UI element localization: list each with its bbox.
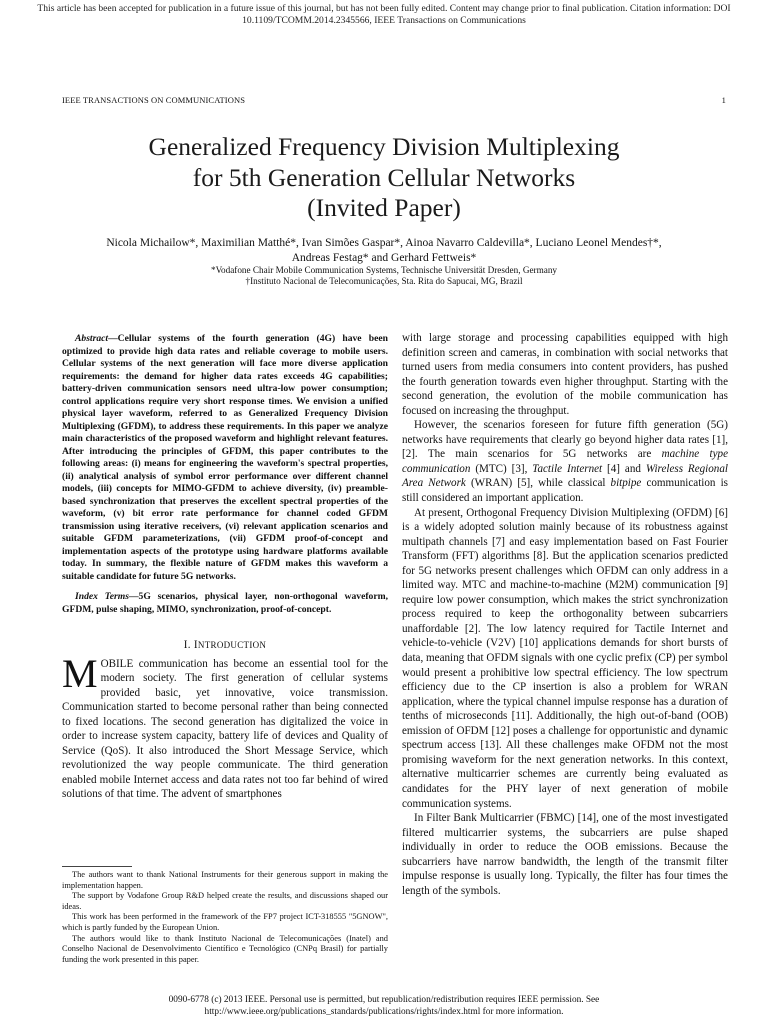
index-terms — [62, 591, 388, 616]
footnote-2: The support by Vodafone Group R&D helped create the results, and discussions shaped our ideas. — [62, 891, 388, 911]
publication-notice-line1: This article has been accepted for publication in a future issue of this journal, but has not been fully edited. Content may change prior to final publication. Citation information: DOI — [37, 3, 731, 14]
right-column — [402, 331, 728, 898]
affiliation-1: *Vodafone Chair Mobile Communication Systems, Technische Universität Dresden, Germany — [210, 265, 558, 275]
author-list — [60, 236, 708, 266]
index-terms-text: —5G scenarios, physical layer, non-orthogonal waveform, GFDM, pulse shaping, MIMO, synchronization, proof-of-concept. — [62, 591, 388, 615]
right-paragraph-1: with large storage and processing capabilities equipped with high definition screen and cameras, in combination with social networks that turned users from media consumers into content providers, has pushed the fourth generation towards even higher throughput. Starting with the second generation, the evolution of the mobile communication has focused on increasing the throughput. — [402, 332, 728, 417]
p2-text-e: communication is still considered an important application. — [402, 477, 728, 505]
section-title-first: I — [193, 639, 198, 651]
right-paragraph-2 — [402, 418, 728, 505]
copyright-line1: 0090-6778 (c) 2013 IEEE. Personal use is permitted, but republication/redistribution requires IEEE permission. See — [168, 995, 600, 1005]
p2-text-d: (WRAN) [5], while classical — [465, 477, 611, 490]
p2-term-mtc: machine type communication — [402, 448, 729, 475]
abstract-label: Abstract — [75, 333, 109, 344]
left-column — [62, 333, 388, 802]
p2-text-a: However, the scenarios foreseen for future fifth generation (5G) networks have requirements that clearly go beyond higher data rates [1], [2]. The main scenarios for 5G networks are — [402, 419, 728, 461]
title-line3: (Invited Paper) — [307, 193, 461, 222]
publication-notice-line2: 10.1109/TCOMM.2014.2345566, IEEE Transactions on Communications — [242, 15, 526, 26]
affiliations — [60, 265, 708, 287]
section-heading — [62, 638, 388, 653]
journal-name: IEEE TRANSACTIONS ON COMMUNICATIONS — [62, 95, 246, 105]
section-number: I. — [183, 639, 191, 651]
right-paragraph-3: At present, Orthogonal Frequency Division Multiplexing (OFDM) [6] is a widely adopted solution mainly because of its robustness against multipath channels [7] and easy implementation based on Fast Fourier Transform (FFT) algorithms [8]. But the application scenarios predicted for 5G networks present challenges which OFDM can only address in a limited way. MTC and machine-to-machine (M2M) communication [9] require low power consumption, which makes the strict synchronization process required to keep the orthogonality between subcarriers unaffordable [2]. The low latency required for Tactile Internet and vehicle-to-vehicle (V2V) [10] applications demands for short bursts of data, meaning that OFDM signals with one cyclic prefix (CP) per symbol would present a prohibitive low spectral efficiency. The low spectrum efficiency due to the CP insertion is also a problem for WRAN application, where the typical channel impulse response has a duration of tenths of microseconds [11]. Additionally, the high out-of-band (OOB) emission of OFDM [12] poses a challenge for opportunistic and dynamic spectrum access [13]. All these challenges make OFDM not the most promising waveform for the next generation networks. In this context, alternative multicarrier schemes are currently being evaluated as candidates for the PHY layer of next generation of mobile communication systems. — [402, 506, 728, 810]
p2-term-bitpipe: bitpipe — [610, 477, 642, 490]
drop-cap: M — [62, 650, 98, 696]
index-terms-label: Index Terms — [75, 591, 129, 602]
footnotes — [62, 870, 388, 965]
title-line2: for 5th Generation Cellular Networks — [192, 162, 576, 192]
footnote-rule — [62, 866, 132, 867]
p2-term-wran: Wireless Regional Area Network — [402, 462, 728, 490]
page-number: 1 — [721, 95, 726, 105]
footnote-4: The authors would like to thank Instituto Nacional de Telecomunicações (Inatel) and Conselho Nacional de Desenvolvimento Científico e Tecnológico (CNPq Brasil) for partially funding the work presented in this paper. — [62, 933, 388, 964]
intro-text: OBILE communication has become an essential tool for the modern society. The first generation of cellular systems provided basic, yet innovative, voice transmission. Communication started to become personal rather than being connected to fixed locations. The second generation has digitalized the voice in order to increase system capacity, battery life of devices and Quality of Service (QoS). It also introduced the Short Message Service, which revolutionized the way people communicate. The third generation enabled mobile Internet access and data rates not too far behind of wired solutions of that time. The advent of smartphones — [62, 657, 388, 801]
section-title-rest: NTRODUCTION — [197, 640, 267, 650]
copyright-notice — [0, 994, 768, 1018]
footnote-3: This work has been performed in the framework of the FP7 project ICT-318555 "5GNOW", which is partly funded by the European Union. — [62, 912, 388, 932]
authors-line1: Nicola Michailow*, Maximilian Matthé*, Ivan Simões Gaspar*, Ainoa Navarro Caldevilla*, Luciano Leonel Mendes†*, — [106, 237, 662, 249]
abstract-text: —Cellular systems of the fourth generation (4G) have been optimized to provide high data rates and reliable coverage to mobile users. Cellular systems of the next generation will face more diverse application requirements: the demand for higher data rates exceeds 4G capabilities; battery-driven communication sensors need ultra-low power consumption; control applications require very short response times. We envision a unified physical layer waveform, referred to as Generalized Frequency Division Multiplexing (GFDM), to address these requirements. In this paper we analyze main characteristics of the proposed waveform and highlight relevant features. After introducing the principles of GFDM, this paper contributes to the following areas: (i) means for engineering the waveform's spectral properties, (ii) analytical analysis of symbol error performance over different channel models, (iii) concepts for MIMO-GFDM to achieve diversity, (iv) preamble-based synchronization that preserves the excellent spectral properties of the waveform, (v) bit error rate performance for channel coded GFDM transmission using iterative receivers, (vi) relevant application scenarios and suitable GFDM parameterizations, (vii) GFDM proof-of-concept and implementation aspects of the prototype using hardware platforms available today. In summary, the flexible nature of GFDM makes this waveform a suitable candidate for future 5G networks. — [62, 333, 388, 582]
paper-title — [60, 132, 708, 224]
publication-notice — [0, 3, 768, 27]
authors-line2: Andreas Festag* and Gerhard Fettweis* — [291, 252, 477, 264]
right-paragraph-4: In Filter Bank Multicarrier (FBMC) [14], one of the most investigated filtered multicarrier systems, the subcarriers are pulse shaped individually in order to reduce the OOB emissions. Because the subcarriers have narrow bandwidth, the length of the transmit filter impulse response is usually long. Typically, the filter has four times the length of the symbols. — [402, 812, 728, 897]
intro-paragraph — [62, 650, 388, 802]
title-line1: Generalized Frequency Division Multiplexing — [148, 132, 620, 161]
p2-text-b: (MTC) [3], — [470, 462, 533, 475]
footnote-1: The authors want to thank National Instruments for their generous support in making the implementation happen. — [62, 870, 388, 890]
copyright-line2: http://www.ieee.org/publications_standards/publications/rights/index.html for more information. — [204, 1007, 564, 1017]
p2-term-tactile: Tactile Internet — [532, 462, 603, 475]
abstract — [62, 333, 388, 583]
affiliation-2: †Instituto Nacional de Telecomunicações, Sta. Rita do Sapucai, MG, Brazil — [245, 276, 523, 286]
p2-text-c: [4] and — [602, 462, 646, 475]
running-head — [62, 95, 726, 105]
